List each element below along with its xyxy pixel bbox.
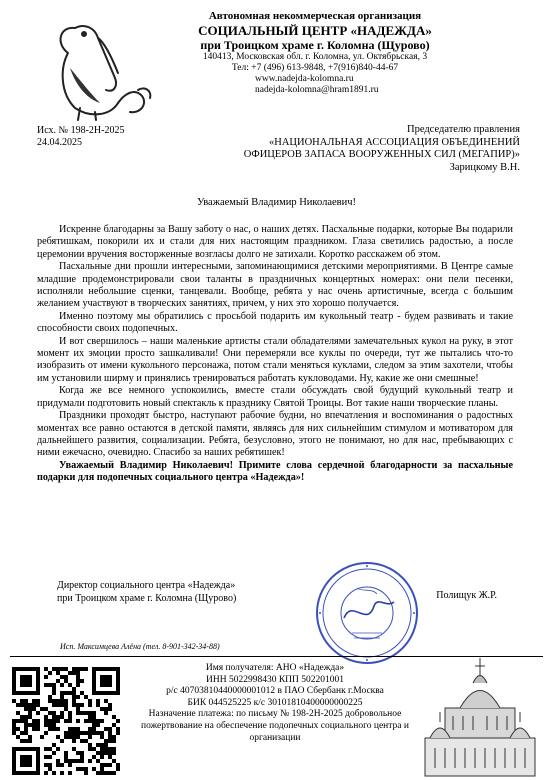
paragraph: Когда же все немного успокоились, вместе стали обсуждать свой будущий кукольный театр и придумали подготовить новый спектакль к празднику Святой Троицы. Вот такие наши творческие планы. — [37, 385, 513, 409]
organization-stamp-icon — [312, 558, 422, 668]
org-subtitle: при Троицком храме г. Коломна (Щурово) — [200, 38, 430, 52]
paragraph: Именно поэтому мы обратились с просьбой подарить им кукольный театр - будем развивать и такие способности своих подопечных. — [37, 310, 513, 335]
recipient-name: Имя получателя: АНО «Надежда» — [205, 663, 345, 673]
bank-details — [140, 663, 410, 744]
addressee-position: Председателю правления — [406, 124, 520, 135]
signatory-title-line2: при Троицком храме г. Коломна (Щурово) — [57, 592, 237, 604]
cathedral-icon — [415, 638, 545, 778]
payment-purpose: Назначение платежа: по письму № 198-2Н-2025 добровольное пожертвование на обеспечение подопечных социального центра и организации — [141, 709, 409, 743]
org-website[interactable]: www.nadejda-kolomna.ru — [255, 74, 354, 84]
letter-body — [37, 224, 513, 485]
qr-code-icon[interactable] — [12, 667, 120, 775]
paragraph: Пасхальные дни прошли интересными, запоминающимися детскими мероприятиями. В Центре самые младшие продемонстрировали свои таланты в праздничных концертных номерах: они пели песенки, исполняли небольшие сценки, танцевали. Вообще, ребята у нас очень артистичные, всегда с большим желанием участвуют в творческих занятиях, причем, у них это хорошо получается. — [37, 261, 513, 310]
addressee-org-line2: ОФИЦЕРОВ ЗАПАСА ВООРУЖЕННЫХ СИЛ (МЕГАПИР)» — [243, 149, 520, 160]
paragraph: И вот свершилось – наши маленькие артисты стали обладателями замечательных кукол на руку, в этот момент их эмоции просто зашкаливали! Они перемеряли все куклы по очереди, тут же пытались что-то изобразить от имени кукольного персонажа, потом стали меняться куклами, следом за этим захотели, чтобы им установили ширму и принялись тренироваться работать кукловодами. Ну, какие же они смешные! — [37, 335, 513, 384]
org-phone: Тел: +7 (496) 613-9848, +7(916)840-44-67 — [231, 63, 399, 73]
org-email[interactable]: nadejda-kolomna@hram1891.ru — [255, 85, 379, 95]
org-address: 140413, Московская обл. г. Коломна, ул. Октябрьская, 3 — [202, 52, 428, 62]
paragraph: Праздники проходят быстро, наступают рабочие будни, но впечатления и воспоминания о радостных моментах все равно остаются в детской памяти, являясь для них сильнейшим стимулом и мотиватором для дальнейшего развития, социализации. Ребята, безусловно, этого не понимают, но для нас, пребывающих с ними ежечасно, очевидно. Спасибо за наших ребятишек! — [37, 410, 513, 459]
signatory-name: Полищук Ж.Р. — [436, 590, 497, 601]
signatory-title-line1: Директор социального центра «Надежда» — [57, 580, 236, 591]
executor-note: Исп. Максимцева Алёна (тел. 8-901-342-34-88) — [60, 642, 220, 651]
bank-account: р/с 40703810440000001012 в ПАО Сбербанк г.Москва — [166, 686, 384, 697]
addressee-org-line1: «НАЦИОНАЛЬНАЯ АССОЦИАЦИЯ ОБЪЕДИНЕНИЙ — [269, 136, 520, 148]
addressee-block — [220, 124, 520, 174]
paragraph: Искренне благодарны за Вашу заботу о нас, о наших детях. Пасхальные подарки, которые Вы подарили ребятишкам, покорили их и стали для них настоящим праздником. Глаза светились радостью, а после церемонии вручения восторженные возгласы долго не затихали. Коротко расскажем об этом. — [37, 224, 513, 260]
closing-paragraph: Уважаемый Владимир Николаевич! Примите слова сердечной благодарности за пасхальные подарки для подопечных социального центра «Надежда»! — [37, 459, 513, 484]
organization-header — [160, 10, 470, 96]
ref-number: Исх. № 198-2Н-2025 — [37, 125, 125, 136]
org-name: СОЦИАЛЬНЫЙ ЦЕНТР «НАДЕЖДА» — [198, 23, 432, 38]
pelican-logo-icon — [40, 8, 160, 123]
signatory-title — [57, 580, 236, 605]
bik: БИК 044525225 к/с 30101810400000000225 — [187, 697, 363, 708]
addressee-name: Зарицкому В.Н. — [449, 161, 520, 173]
ref-date: 24.04.2025 — [37, 137, 82, 148]
outgoing-reference — [37, 125, 124, 149]
signature-block — [37, 580, 513, 640]
salutation: Уважаемый Владимир Николаевич! — [196, 197, 357, 208]
inn-kpp: ИНН 5022998430 КПП 502201001 — [205, 674, 344, 685]
org-type: Автономная некоммерческая организация — [208, 10, 422, 22]
